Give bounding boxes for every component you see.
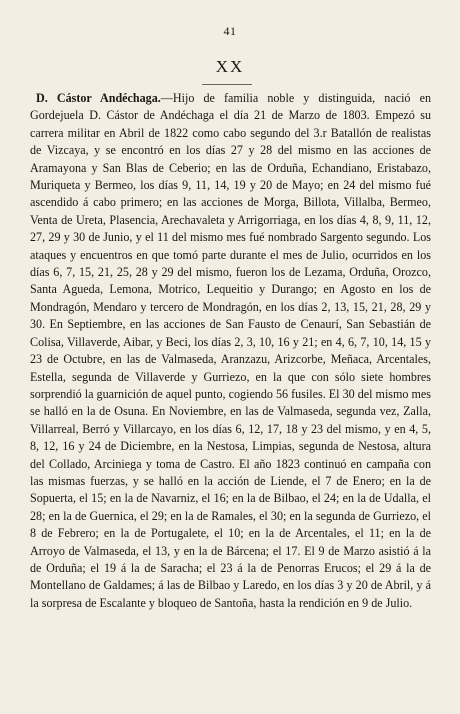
subject-name: D. Cástor Andéchaga. <box>36 91 161 105</box>
biography-text: —Hijo de familia noble y distinguida, nació en Gordejuela D. Cástor de Andéchaga el día 21 de Marzo de 1803. Empezó su carrera militar en Abril de 1822 como cabo segundo del 3.r Batallón de realistas de Vizcaya, y se encontró en los días 27 y 28 del mismo en las acciones de Aramayona y San Blas de Ceberio; en las de Orduña, Echandiano, Eristabazo, Muriqueta y Bermeo, los días 9, 11, 14, 19 y 20 de Mayo; en 24 del mismo fué ascendido á cabo primero; en las acciones de Morga, Billota, Villalba, Bermeo, Venta de Ureta, Plasencia, Arechavaleta y Arrigorriaga, en los días 4, 8, 9, 11, 12, 27, 29 y 30 de Junio, y el 11 del mismo mes fué nombrado Sargento segundo. Los ataques y encuentros en que tomó parte durante el mes de Julio, ocurridos en los días 6, 7, 15, 21, 25, 28 y 29 del mismo, fueron los de Lezama, Orduña, Orozco, Santa Agueda, Lemona, Motrico, Lequeitio y Durango; en Agosto en los de Mondragón, Mendaro y tercero de Mondragón, en los días 2, 13, 15, 21, 28, 29 y 30. En Septiembre, en las acciones de San Fausto de Cenaurí, San Sebastián de Colisa, Villaverde, Aibar, y Beci, los días 2, 3, 10, 16 y 21; en 4, 6, 7, 10, 14, 15 y 23 de Octubre, en las de Valmaseda, Aranzazu, Arizcorbe, Meñaca, Arcentales, Estella, segunda de Villaverde y Gurriezo, en la que con sólo siete hombres sorprendió la guarnición de aquel punto, cogiendo 56 fusiles. El 30 del mismo mes se halló en la de Osuna. En Noviembre, en las de Valmaseda, segunda vez, Zalla, Villarreal, Berró y Villarcayo, en los días 6, 12, 17, 18 y 23 del mismo, y en 4, 5, 8, 12, 16 y 24 de Diciembre, en la Nestosa, Limpias, segunda de Nestosa, altura del Collado, Arciniega y toma de Castro. El año 1823 continuó en campaña con las mismas fuerzas, y se halló en la acción de Liende, el 7 de Enero; en la de Sopuerta, el 15; en la de Navarniz, el 16; en la de Bilbao, el 24; en la de Udalla, el 28; en la de Guernica, el 29; en la de Ramales, el 30; en la segunda de Gurriezo, el 8 de Febrero; en la de Portugalete, el 10; en la de Arcentales, el 11; en la de Arroyo de Valmaseda, el 13, y en la de Bárcena; el 17. El 9 de Marzo asistió á la de Orduña; el 19 á la de Saracha; el 23 á la de Penorras Erucos; el 29 á la de Montellano de Galdames; á las de Bilbao y Laredo, en los días 3 y 20 de Abril, y á la sorpresa de Escalante y bloqueo de Santoña, hasta la rendición en 9 de Julio. <box>30 91 431 610</box>
page-number: 41 <box>223 24 237 38</box>
chapter-heading: XX <box>215 57 245 76</box>
heading-rule <box>202 84 252 85</box>
biography-paragraph <box>30 90 431 612</box>
